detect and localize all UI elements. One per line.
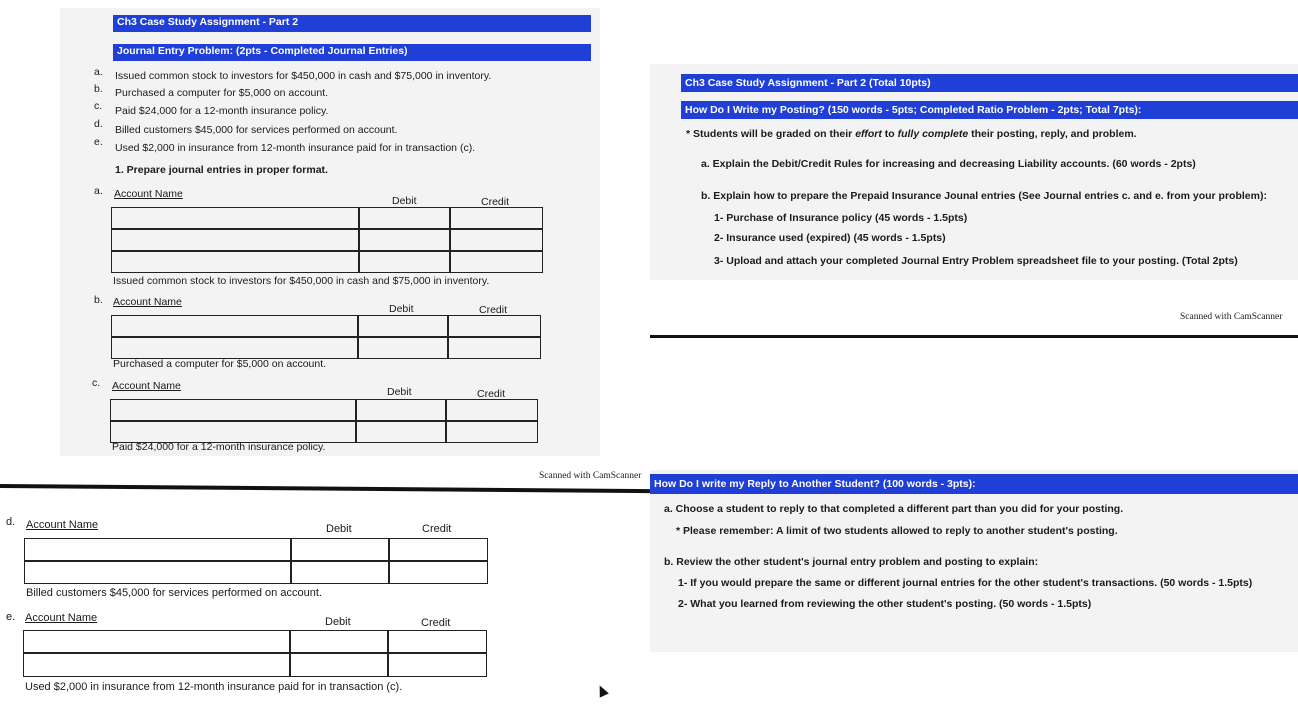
page-divider [650, 335, 1298, 338]
transaction-text: Billed customers $45,000 for services performed on account. [115, 124, 398, 136]
entry-caption: Used $2,000 in insurance from 12-month insurance paid for in transaction (c). [25, 681, 403, 693]
credit-header: Credit [477, 388, 506, 400]
transaction-letter: a. [94, 66, 103, 78]
journal-entry-table[interactable] [111, 207, 543, 273]
entry-letter: a. [94, 185, 103, 197]
posting-item-b3: 3- Upload and attach your completed Journal Entry Problem spreadsheet file to your posting. (Total 2pts) [714, 255, 1238, 267]
reply-item-a-note: * Please remember: A limit of two students allowed to reply to another student's posting. [676, 525, 1118, 537]
posting-item-b2: 2- Insurance used (expired) (45 words - 1.5pts) [714, 232, 946, 244]
grading-note-mid: to [881, 128, 898, 140]
entry-letter: d. [6, 516, 16, 528]
account-name-header: Account Name [114, 188, 183, 200]
right-bottom-title: How Do I write my Reply to Another Student? (100 words - 3pts): [650, 474, 1298, 494]
account-name-header: Account Name [26, 519, 99, 531]
debit-header: Debit [387, 386, 412, 398]
reply-item-b2: 2- What you learned from reviewing the other student's posting. (50 words - 1.5pts) [678, 598, 1092, 610]
grading-note [686, 128, 1137, 140]
credit-header: Credit [422, 523, 452, 535]
transaction-text: Issued common stock to investors for $450,000 in cash and $75,000 in inventory. [115, 70, 492, 82]
mouse-cursor-icon [595, 683, 609, 697]
transaction-text: Paid $24,000 for a 12-month insurance policy. [115, 105, 329, 117]
posting-item-b1: 1- Purchase of Insurance policy (45 words - 1.5pts) [714, 212, 968, 224]
account-name-header: Account Name [25, 612, 98, 624]
posting-item-a: a. Explain the Debit/Credit Rules for increasing and decreasing Liability accounts. (60 words - 2pts) [701, 158, 1196, 170]
left-doc-title: Ch3 Case Study Assignment - Part 2 [113, 15, 591, 32]
journal-entry-table[interactable] [110, 399, 538, 443]
instruction: 1. Prepare journal entries in proper format. [115, 164, 328, 176]
reply-item-a: a. Choose a student to reply to that completed a different part than you did for your posting. [664, 503, 1124, 515]
entry-caption: Purchased a computer for $5,000 on account. [113, 358, 327, 370]
credit-header: Credit [481, 196, 510, 208]
entry-letter: b. [94, 294, 103, 306]
debit-header: Debit [326, 523, 352, 535]
entry-caption: Issued common stock to investors for $450,000 in cash and $75,000 in inventory. [113, 275, 490, 287]
camscanner-watermark: Scanned with CamScanner [539, 471, 642, 481]
transaction-text: Used $2,000 in insurance from 12-month insurance paid for in transaction (c). [115, 142, 476, 154]
account-name-header: Account Name [112, 380, 181, 392]
reply-item-b: b. Review the other student's journal entry problem and posting to explain: [664, 556, 1039, 568]
transaction-text: Purchased a computer for $5,000 on account. [115, 87, 329, 99]
entry-caption: Billed customers $45,000 for services performed on account. [26, 587, 322, 599]
journal-entry-table[interactable] [24, 538, 488, 584]
right-top-subtitle: How Do I Write my Posting? (150 words - 5pts; Completed Ratio Problem - 2pts; Total 7pts): [681, 101, 1298, 119]
debit-header: Debit [389, 303, 414, 315]
transaction-letter: d. [94, 118, 103, 130]
entry-letter: e. [6, 611, 16, 623]
credit-header: Credit [479, 304, 508, 316]
transaction-letter: e. [94, 136, 103, 148]
camscanner-watermark: Scanned with CamScanner [1180, 312, 1283, 322]
account-name-header: Account Name [113, 296, 182, 308]
grading-note-em2: fully complete [897, 128, 969, 140]
posting-item-b: b. Explain how to prepare the Prepaid Insurance Jounal entries (See Journal entries c. and e. from your problem): [701, 190, 1267, 202]
left-doc-subtitle: Journal Entry Problem: (2pts - Completed Journal Entries) [113, 44, 591, 61]
right-top-page [650, 64, 1298, 280]
grading-note-suffix: their posting, reply, and problem. [968, 128, 1137, 140]
reply-item-b1: 1- If you would prepare the same or different journal entries for the other student's transactions. (50 words - 1.5pts) [678, 577, 1253, 589]
transaction-letter: b. [94, 83, 103, 95]
credit-header: Credit [421, 617, 451, 629]
journal-entry-table[interactable] [111, 315, 541, 359]
transaction-letter: c. [94, 100, 103, 112]
journal-entry-table[interactable] [23, 630, 487, 677]
right-top-title: Ch3 Case Study Assignment - Part 2 (Total 10pts) [681, 74, 1298, 92]
grading-note-prefix: * Students will be graded on their [686, 128, 856, 140]
debit-header: Debit [392, 195, 417, 207]
debit-header: Debit [325, 616, 351, 628]
grading-note-em1: effort [855, 128, 882, 140]
entry-letter: c. [92, 377, 101, 389]
entry-caption: Paid $24,000 for a 12-month insurance policy. [112, 441, 326, 453]
page-divider [0, 484, 650, 493]
